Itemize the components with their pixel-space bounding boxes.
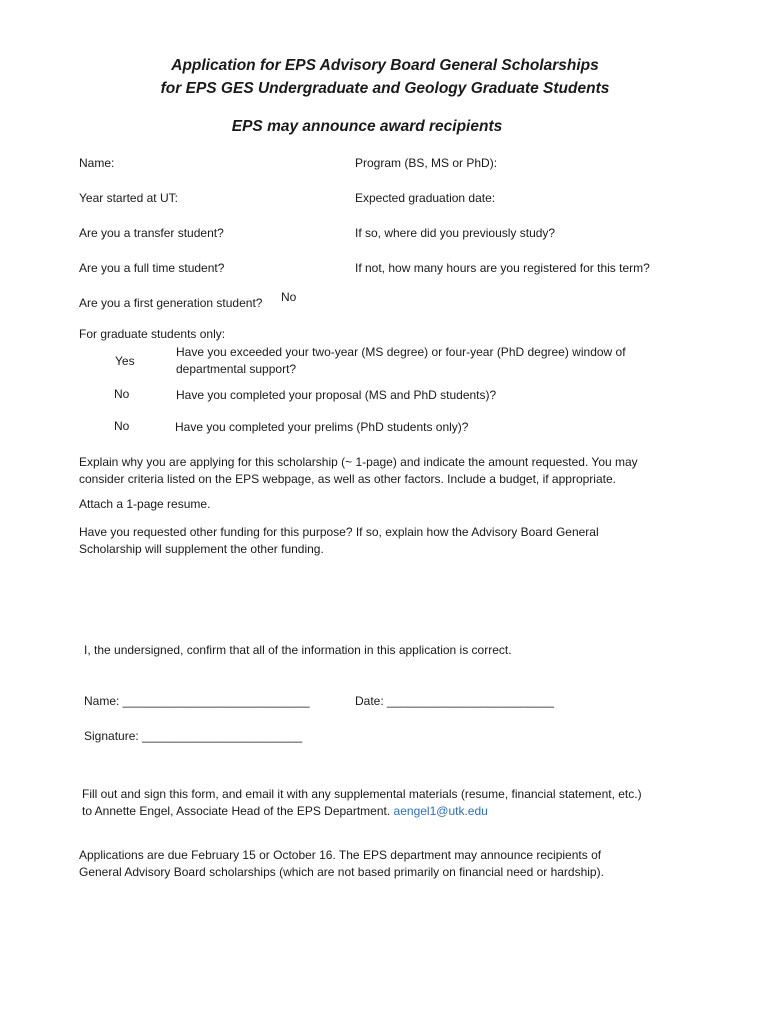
contact-email-link[interactable]: aengel1@utk.edu — [393, 804, 488, 818]
announce-heading: EPS may announce award recipients — [231, 118, 503, 135]
submission-instructions-text: to Annette Engel, Associate Head of the EPS Department. — [82, 804, 391, 818]
signature-line[interactable]: Signature: ________________________ — [84, 729, 303, 743]
document-title-line2: for EPS GES Undergraduate and Geology Graduate Students — [160, 80, 610, 97]
submission-instructions-line2 — [82, 803, 488, 820]
explain-paragraph-line2: consider criteria listed on the EPS webpage, as well as other factors. Include a budget, if appropriate. — [79, 472, 616, 486]
submission-instructions-line1: Fill out and sign this form, and email it with any supplemental materials (resume, financial statement, etc.) — [82, 787, 642, 801]
transfer-student-label: Are you a transfer student? — [79, 226, 224, 240]
name-field-label: Name: — [79, 156, 115, 170]
support-window-question-line2: departmental support? — [176, 362, 297, 376]
confirmation-statement: I, the undersigned, confirm that all of the information in this application is correct. — [84, 643, 512, 657]
previous-study-label: If so, where did you previously study? — [355, 226, 556, 240]
full-time-label: Are you a full time student? — [79, 261, 225, 275]
proposal-question: Have you completed your proposal (MS and PhD students)? — [176, 388, 497, 402]
deadline-paragraph-line2: General Advisory Board scholarships (which are not based primarily on financial need or hardship). — [79, 865, 604, 879]
graduate-section-heading: For graduate students only: — [79, 327, 226, 341]
year-started-label: Year started at UT: — [79, 191, 178, 205]
document-title-line1: Application for EPS Advisory Board General Scholarships — [171, 57, 599, 74]
signatory-name-line[interactable]: Name: ____________________________ — [84, 694, 310, 708]
support-window-question-line1: Have you exceeded your two-year (MS degree) or four-year (PhD degree) window of — [176, 345, 626, 359]
graduation-date-label: Expected graduation date: — [355, 191, 496, 205]
support-window-answer: Yes — [115, 354, 135, 368]
first-generation-answer: No — [281, 290, 297, 304]
proposal-answer: No — [114, 387, 130, 401]
resume-instruction: Attach a 1-page resume. — [79, 497, 211, 511]
first-generation-label: Are you a first generation student? — [79, 296, 263, 310]
deadline-paragraph-line1: Applications are due February 15 or October 16. The EPS department may announce recipients of — [79, 848, 602, 862]
program-field-label: Program (BS, MS or PhD): — [355, 156, 498, 170]
funding-paragraph-line1: Have you requested other funding for this purpose? If so, explain how the Advisory Board General — [79, 525, 599, 539]
signature-date-line[interactable]: Date: _________________________ — [355, 694, 554, 708]
explain-paragraph-line1: Explain why you are applying for this scholarship (~ 1-page) and indicate the amount requested. You may — [79, 455, 638, 469]
prelims-question: Have you completed your prelims (PhD students only)? — [175, 420, 469, 434]
hours-label: If not, how many hours are you registered for this term? — [355, 261, 650, 275]
funding-paragraph-line2: Scholarship will supplement the other funding. — [79, 542, 324, 556]
prelims-answer: No — [114, 419, 130, 433]
